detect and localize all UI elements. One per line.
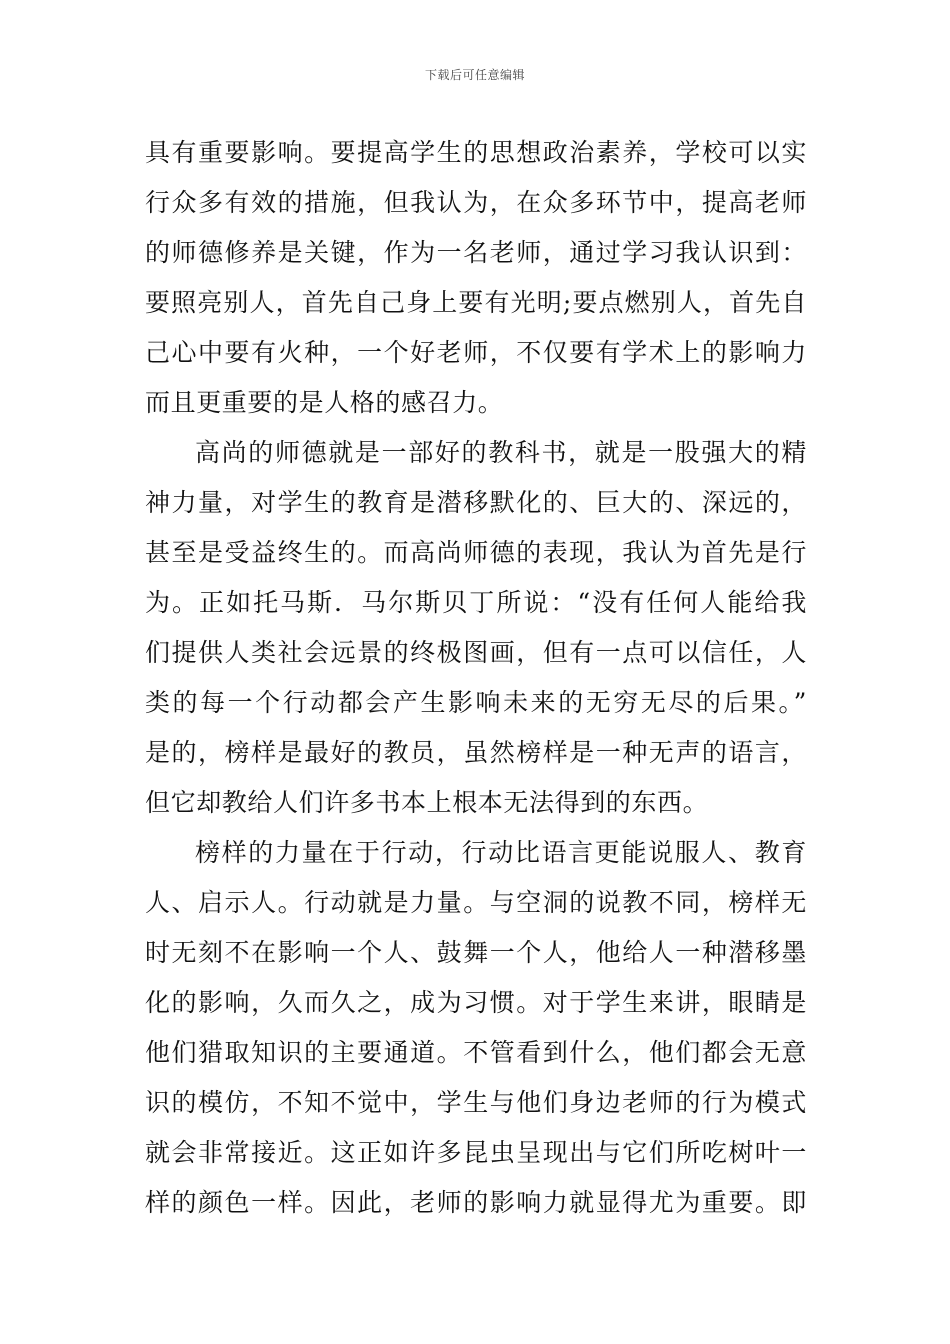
paragraph-start-line: 高尚的师德就是一部好的教科书，就是一股强大的精 xyxy=(195,438,807,467)
text-line: 就会非常接近。这正如许多昆虫呈现出与它们所吃树叶一 xyxy=(145,1138,807,1167)
text-line: 是的，榜样是最好的教员，虽然榜样是一种无声的语言， xyxy=(145,738,807,767)
text-line: 时无刻不在影响一个人、鼓舞一个人，他给人一种潜移墨 xyxy=(145,938,807,967)
paragraph-start-line: 榜样的力量在于行动，行动比语言更能说服人、教育 xyxy=(195,838,807,867)
text-line: 但它却教给人们许多书本上根本无法得到的东西。 xyxy=(145,788,709,817)
page-header: 下载后可任意编辑 xyxy=(424,68,525,82)
text-line: 他们猎取知识的主要通道。不管看到什么，他们都会无意 xyxy=(145,1038,807,1067)
text-line: 为。正如托马斯．马尔斯贝丁所说：“没有任何人能给我 xyxy=(145,588,807,617)
text-line: 样的颜色一样。因此，老师的影响力就显得尤为重要。即 xyxy=(145,1188,807,1217)
text-line: 行众多有效的措施，但我认为，在众多环节中，提高老师 xyxy=(145,188,807,217)
text-line: 要照亮别人，首先自己身上要有光明;要点燃别人，首先自 xyxy=(145,288,807,317)
text-line: 识的模仿，不知不觉中，学生与他们身边老师的行为模式 xyxy=(145,1088,807,1117)
text-line: 甚至是受益终生的。而高尚师德的表现，我认为首先是行 xyxy=(145,538,807,567)
text-line: 类的每一个行动都会产生影响未来的无穷无尽的后果。” xyxy=(145,688,807,717)
text-line: 的师德修养是关键，作为一名老师，通过学习我认识到： xyxy=(145,238,807,267)
text-line: 而且更重要的是人格的感召力。 xyxy=(145,388,504,417)
text-line: 己心中要有火种，一个好老师，不仅要有学术上的影响力 xyxy=(145,338,807,367)
text-line: 神力量，对学生的教育是潜移默化的、巨大的、深远的， xyxy=(145,488,807,517)
text-line: 人、启示人。行动就是力量。与空洞的说教不同，榜样无 xyxy=(145,888,807,917)
text-line: 们提供人类社会远景的终极图画，但有一点可以信任，人 xyxy=(145,638,807,667)
document-body xyxy=(145,128,807,1228)
text-line: 化的影响，久而久之，成为习惯。对于学生来讲，眼睛是 xyxy=(145,988,807,1017)
text-line: 具有重要影响。要提高学生的思想政治素养，学校可以实 xyxy=(145,138,807,167)
